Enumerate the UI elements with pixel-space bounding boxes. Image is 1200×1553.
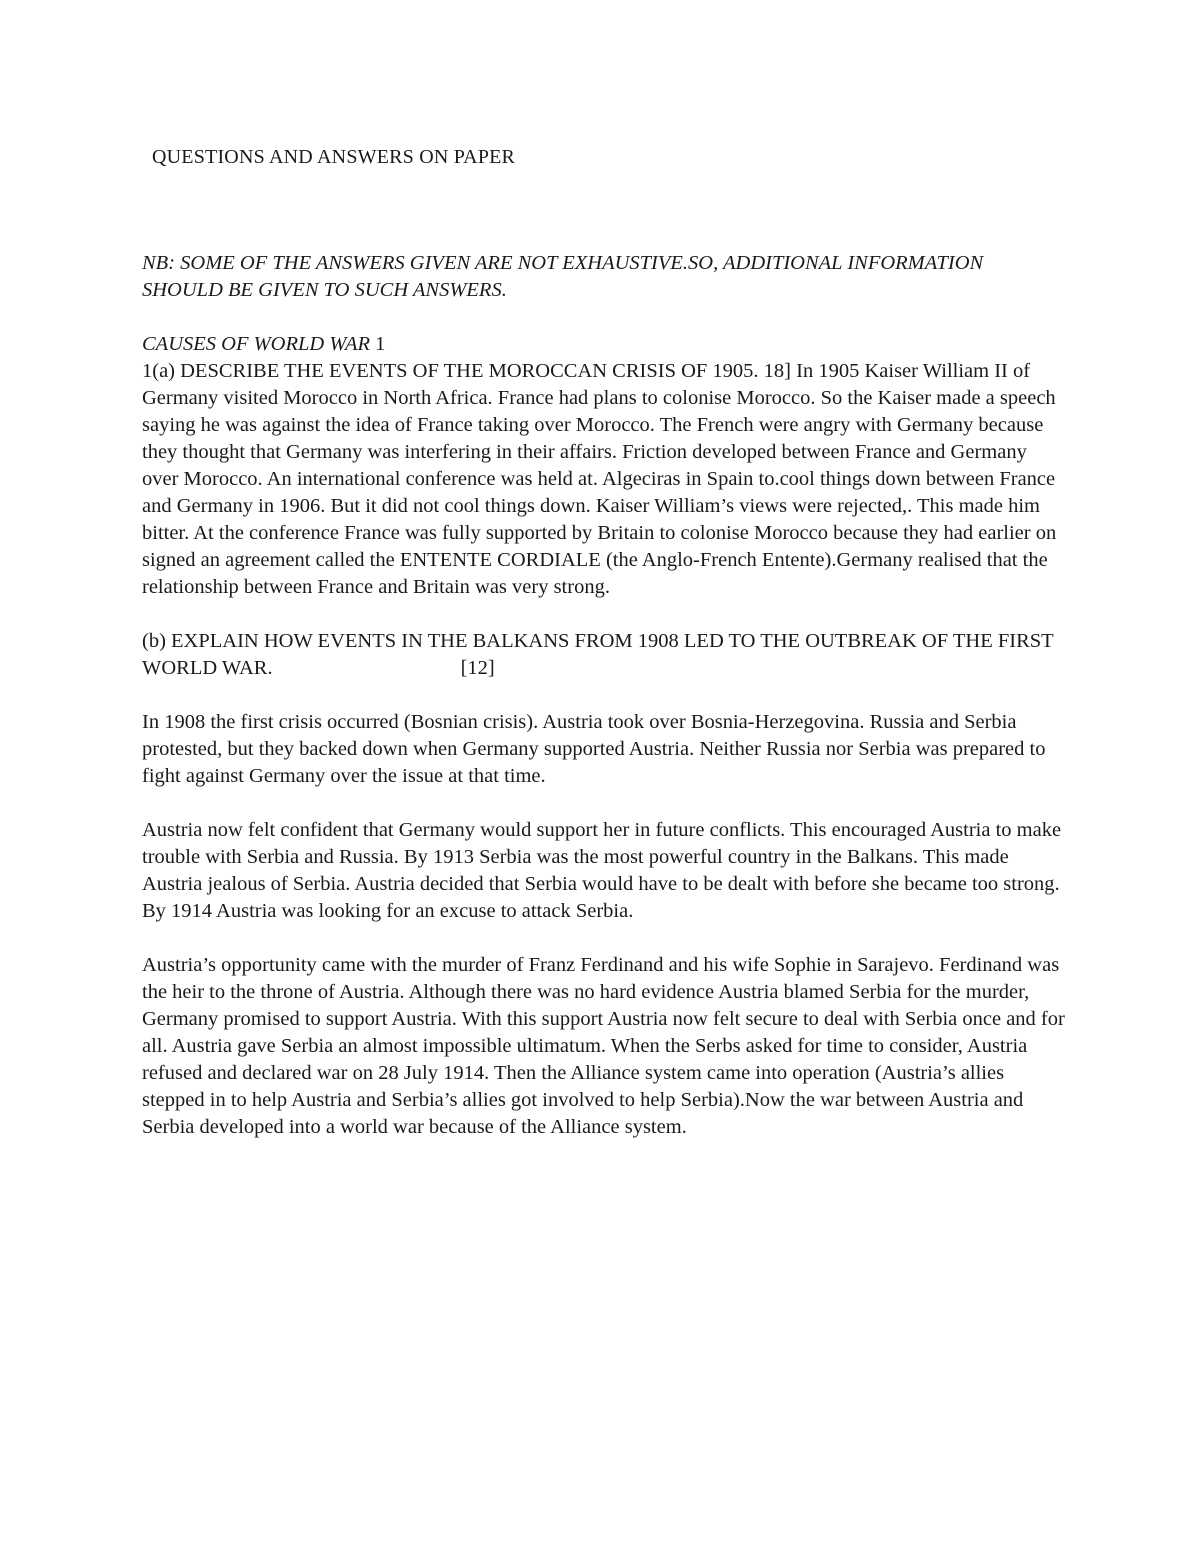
answer-b-paragraph-3: Austria’s opportunity came with the murder of Franz Ferdinand and his wife Sophie in Sarajevo. Ferdinand was the heir to the throne of Austria. Although there was no hard evidence Austria blamed Serbia for the murder, Germany promised to support Austria. With this support Austria now felt secure to deal with Serbia once and for all. Austria gave Serbia an almost impossible ultimatum. When the Serbs asked for time to consider, Austria refused and declared war on 28 July 1914. Then the Alliance system came into operation (Austria’s allies stepped in to help Austria and Serbia’s allies got involved to help Serbia).Now the war between Austria and Serbia developed into a world war because of the Alliance system. bbox=[142, 954, 1065, 1138]
exhaustive-note: NB: SOME OF THE ANSWERS GIVEN ARE NOT EXHAUSTIVE.SO, ADDITIONAL INFORMATION SHOULD BE GIVEN TO SUCH ANSWERS. bbox=[142, 252, 984, 301]
answer-b-paragraph-2: Austria now felt confident that Germany would support her in future conflicts. This encouraged Austria to make trouble with Serbia and Russia. By 1913 Serbia was the most powerful country in the Balkans. This made Austria jealous of Serbia. Austria decided that Serbia would have to be dealt with before she became too strong. By 1914 Austria was looking for an excuse to attack Serbia. bbox=[142, 819, 1062, 922]
answer-a-paragraph: 1(a) DESCRIBE THE EVENTS OF THE MOROCCAN CRISIS OF 1905. 18] In 1905 Kaiser William II of Germany visited Morocco in North Africa. France had plans to colonise Morocco. So the Kaiser made a speech saying he was against the idea of France taking over Morocco. The French were angry with Germany because they thought that Germany was interfering in their affairs. Friction developed between France and Germany over Morocco. An international conference was held at. Algeciras in Spain to.cool things down between France and Germany in 1906. But it did not cool things down. Kaiser William’s views were rejected,. This made him bitter. At the conference France was fully supported by Britain to colonise Morocco because they had earlier on signed an agreement called the ENTENTE CORDIALE (the Anglo-French Entente).Germany realised that the relationship between France and Britain was very strong. bbox=[142, 360, 1057, 598]
answer-b-paragraph-1: In 1908 the first crisis occurred (Bosnian crisis). Austria took over Bosnia-Herzegovina. Russia and Serbia protested, but they backed down when Germany supported Austria. Neither Russia nor Serbia was prepared to fight against Germany over the issue at that time. bbox=[142, 711, 1046, 787]
document-body bbox=[142, 250, 1067, 1141]
section-heading-number: 1 bbox=[370, 333, 386, 355]
question-b-text: (b) EXPLAIN HOW EVENTS IN THE BALKANS FROM 1908 LED TO THE OUTBREAK OF THE FIRST WORLD WAR. bbox=[142, 630, 1054, 679]
question-b bbox=[142, 628, 1067, 682]
page-title: QUESTIONS AND ANSWERS ON PAPER bbox=[152, 146, 516, 168]
section-heading-text: CAUSES OF WORLD WAR bbox=[142, 333, 371, 355]
question-b-marks: [12] bbox=[460, 657, 495, 679]
section-heading bbox=[142, 331, 1067, 358]
